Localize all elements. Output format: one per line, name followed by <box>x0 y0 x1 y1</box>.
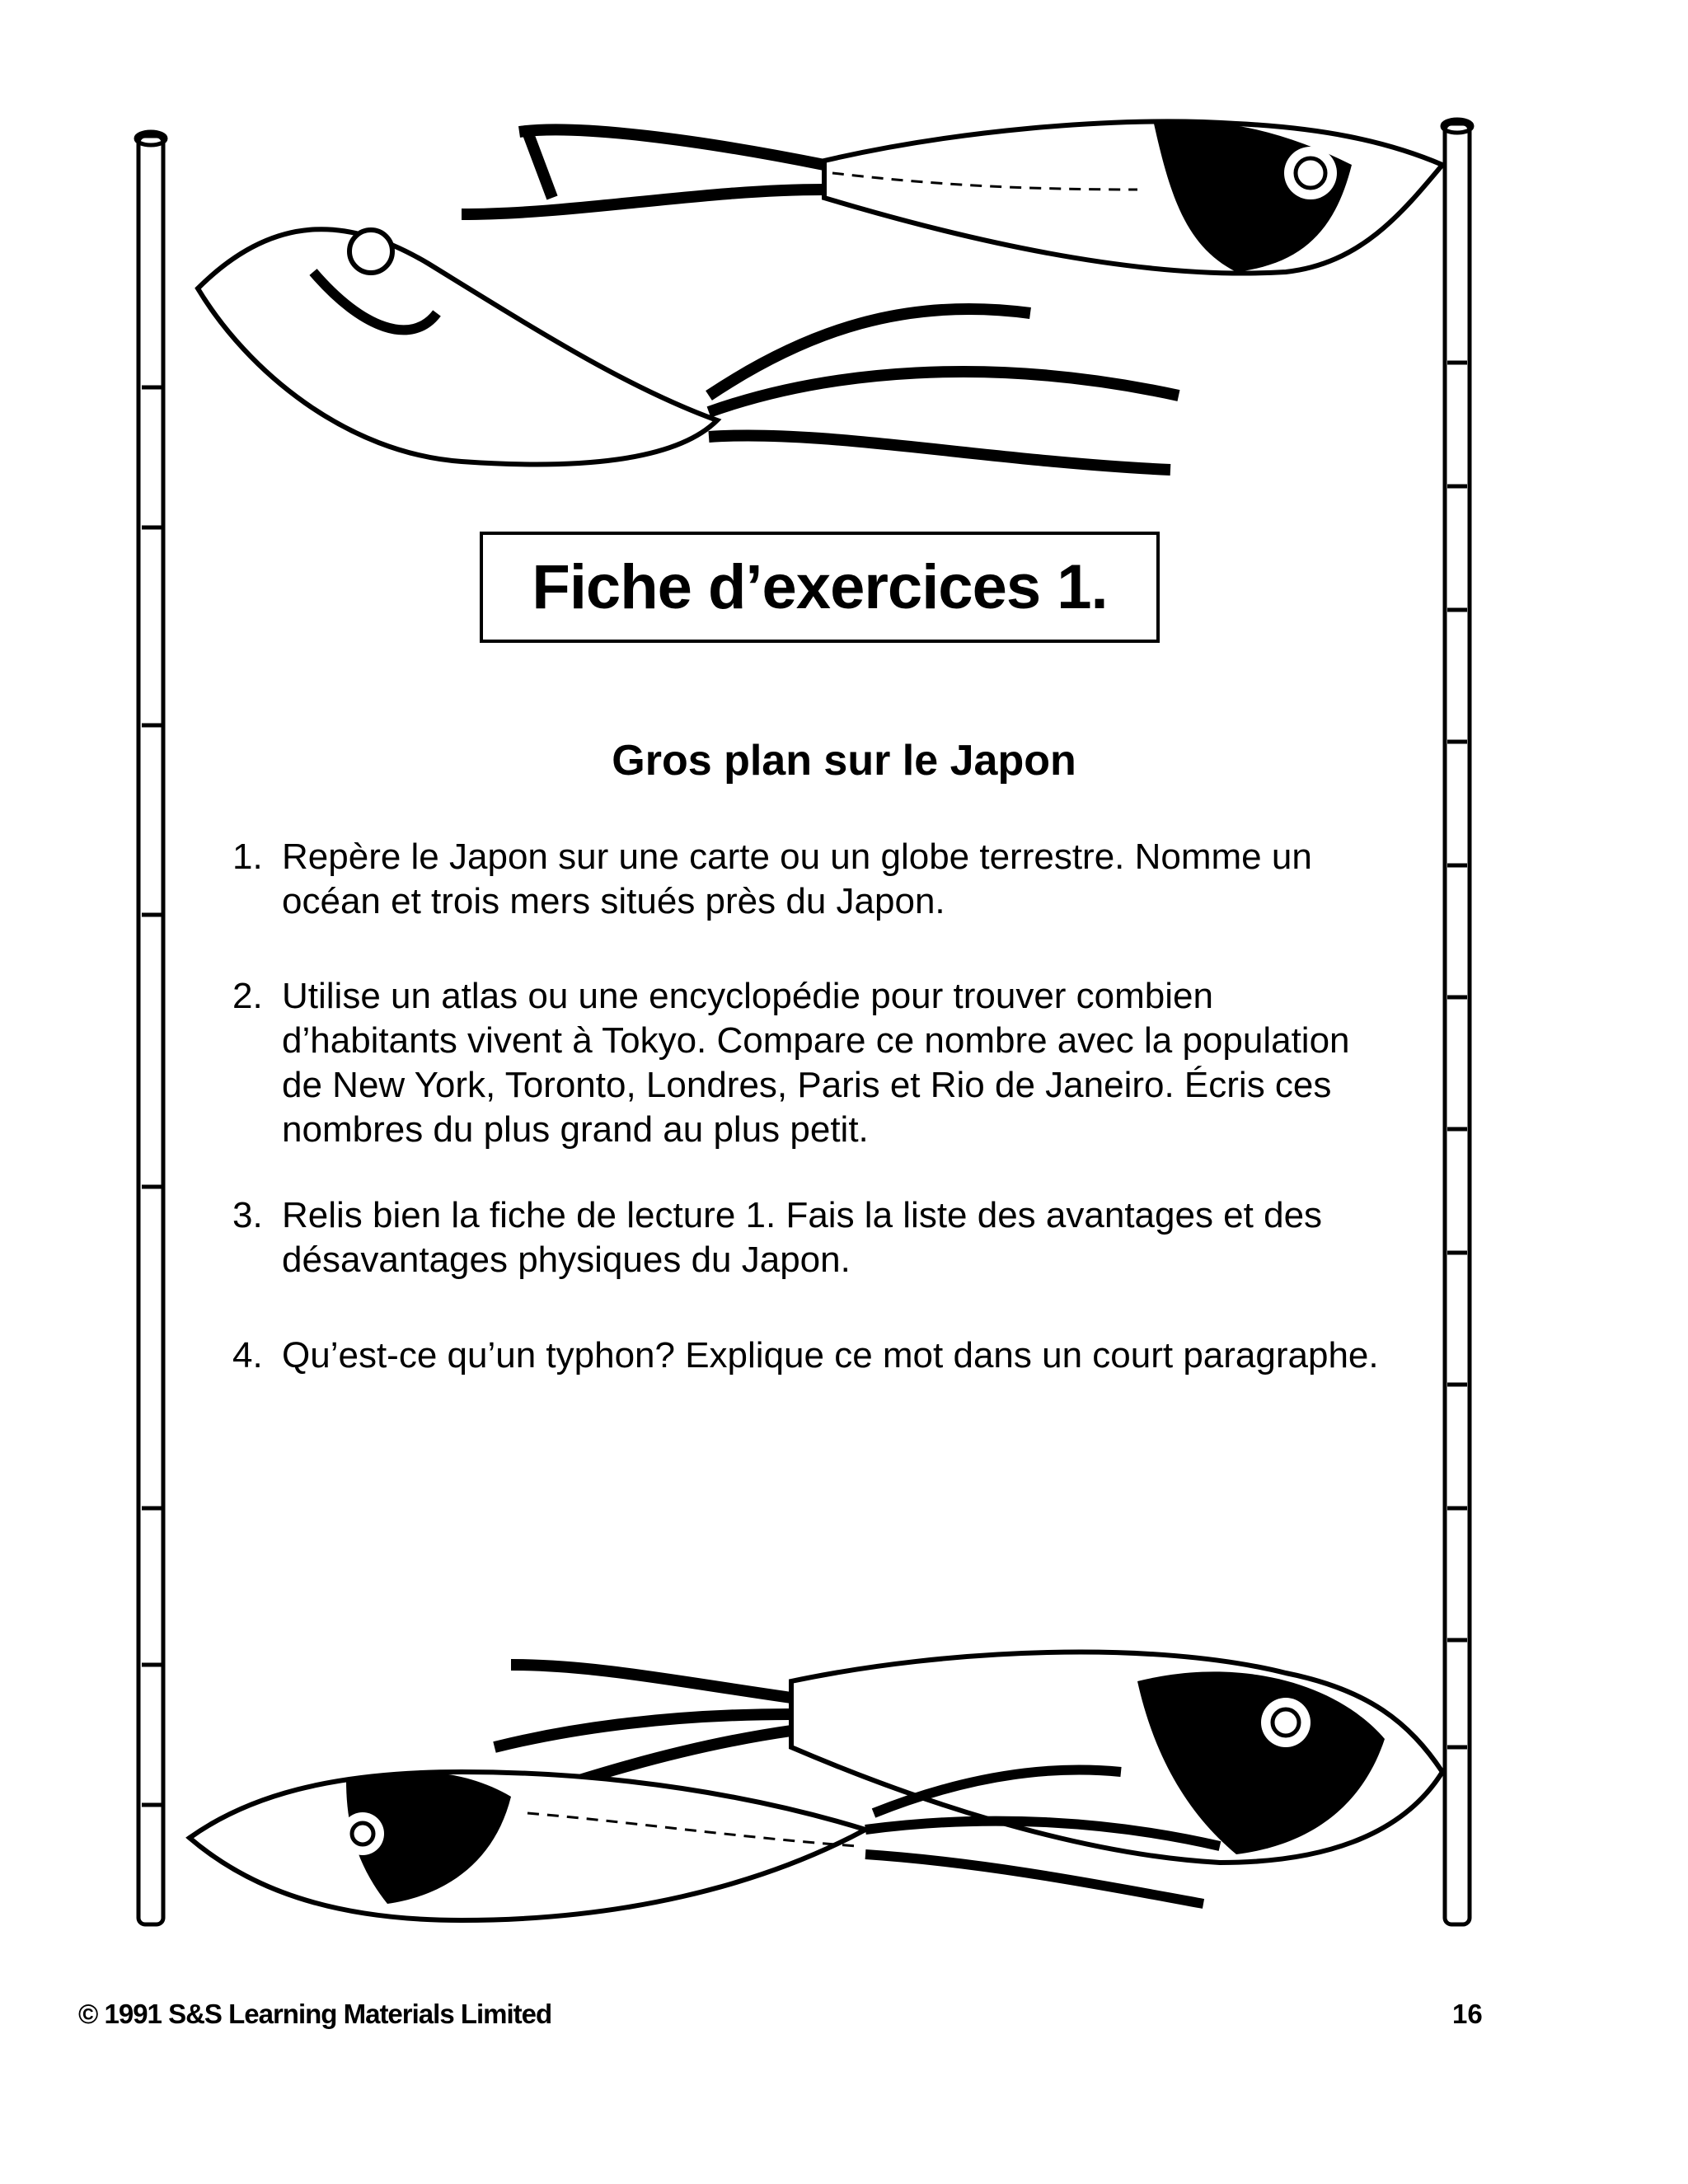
question-text: Repère le Japon sur une carte ou un globe terrestre. Nomme un océan et trois mers situés près du Japon. <box>282 837 1312 921</box>
page-number: 16 <box>1452 1999 1483 2029</box>
question-item <box>232 835 1386 924</box>
bamboo-pole-right-icon <box>1442 120 1472 1924</box>
question-number: 1. <box>232 837 263 877</box>
question-text: Qu’est-ce qu’un typhon? Explique ce mot dans un court paragraphe. <box>282 1335 1379 1376</box>
question-item <box>232 974 1386 1152</box>
worksheet-title-box <box>480 532 1160 643</box>
worksheet-title: Fiche d’exercices 1. <box>532 552 1108 622</box>
question-item <box>232 1193 1386 1282</box>
question-text: Utilise un atlas ou une encyclopédie pour trouver combien d’habitants vivent à Tokyo. Compare ce nombre avec la population de New York, Toronto, Londres, Paris et Rio de Janeiro. Écris ces nombres du plus grand au plus petit. <box>282 976 1350 1150</box>
question-text: Relis bien la fiche de lecture 1. Fais la liste des avantages et des désavantages physiques du Japon. <box>282 1195 1323 1280</box>
question-item <box>232 1333 1386 1378</box>
koinobori-carp-top-right-icon <box>462 121 1442 273</box>
bamboo-pole-left-icon <box>136 132 166 1924</box>
question-number: 2. <box>232 976 263 1016</box>
koinobori-carp-top-left-icon <box>198 229 1179 470</box>
question-number: 4. <box>232 1335 263 1376</box>
copyright-notice: © 1991 S&S Learning Materials Limited <box>78 1999 552 2029</box>
worksheet-subtitle: Gros plan sur le Japon <box>612 737 1076 785</box>
question-number: 3. <box>232 1195 263 1235</box>
